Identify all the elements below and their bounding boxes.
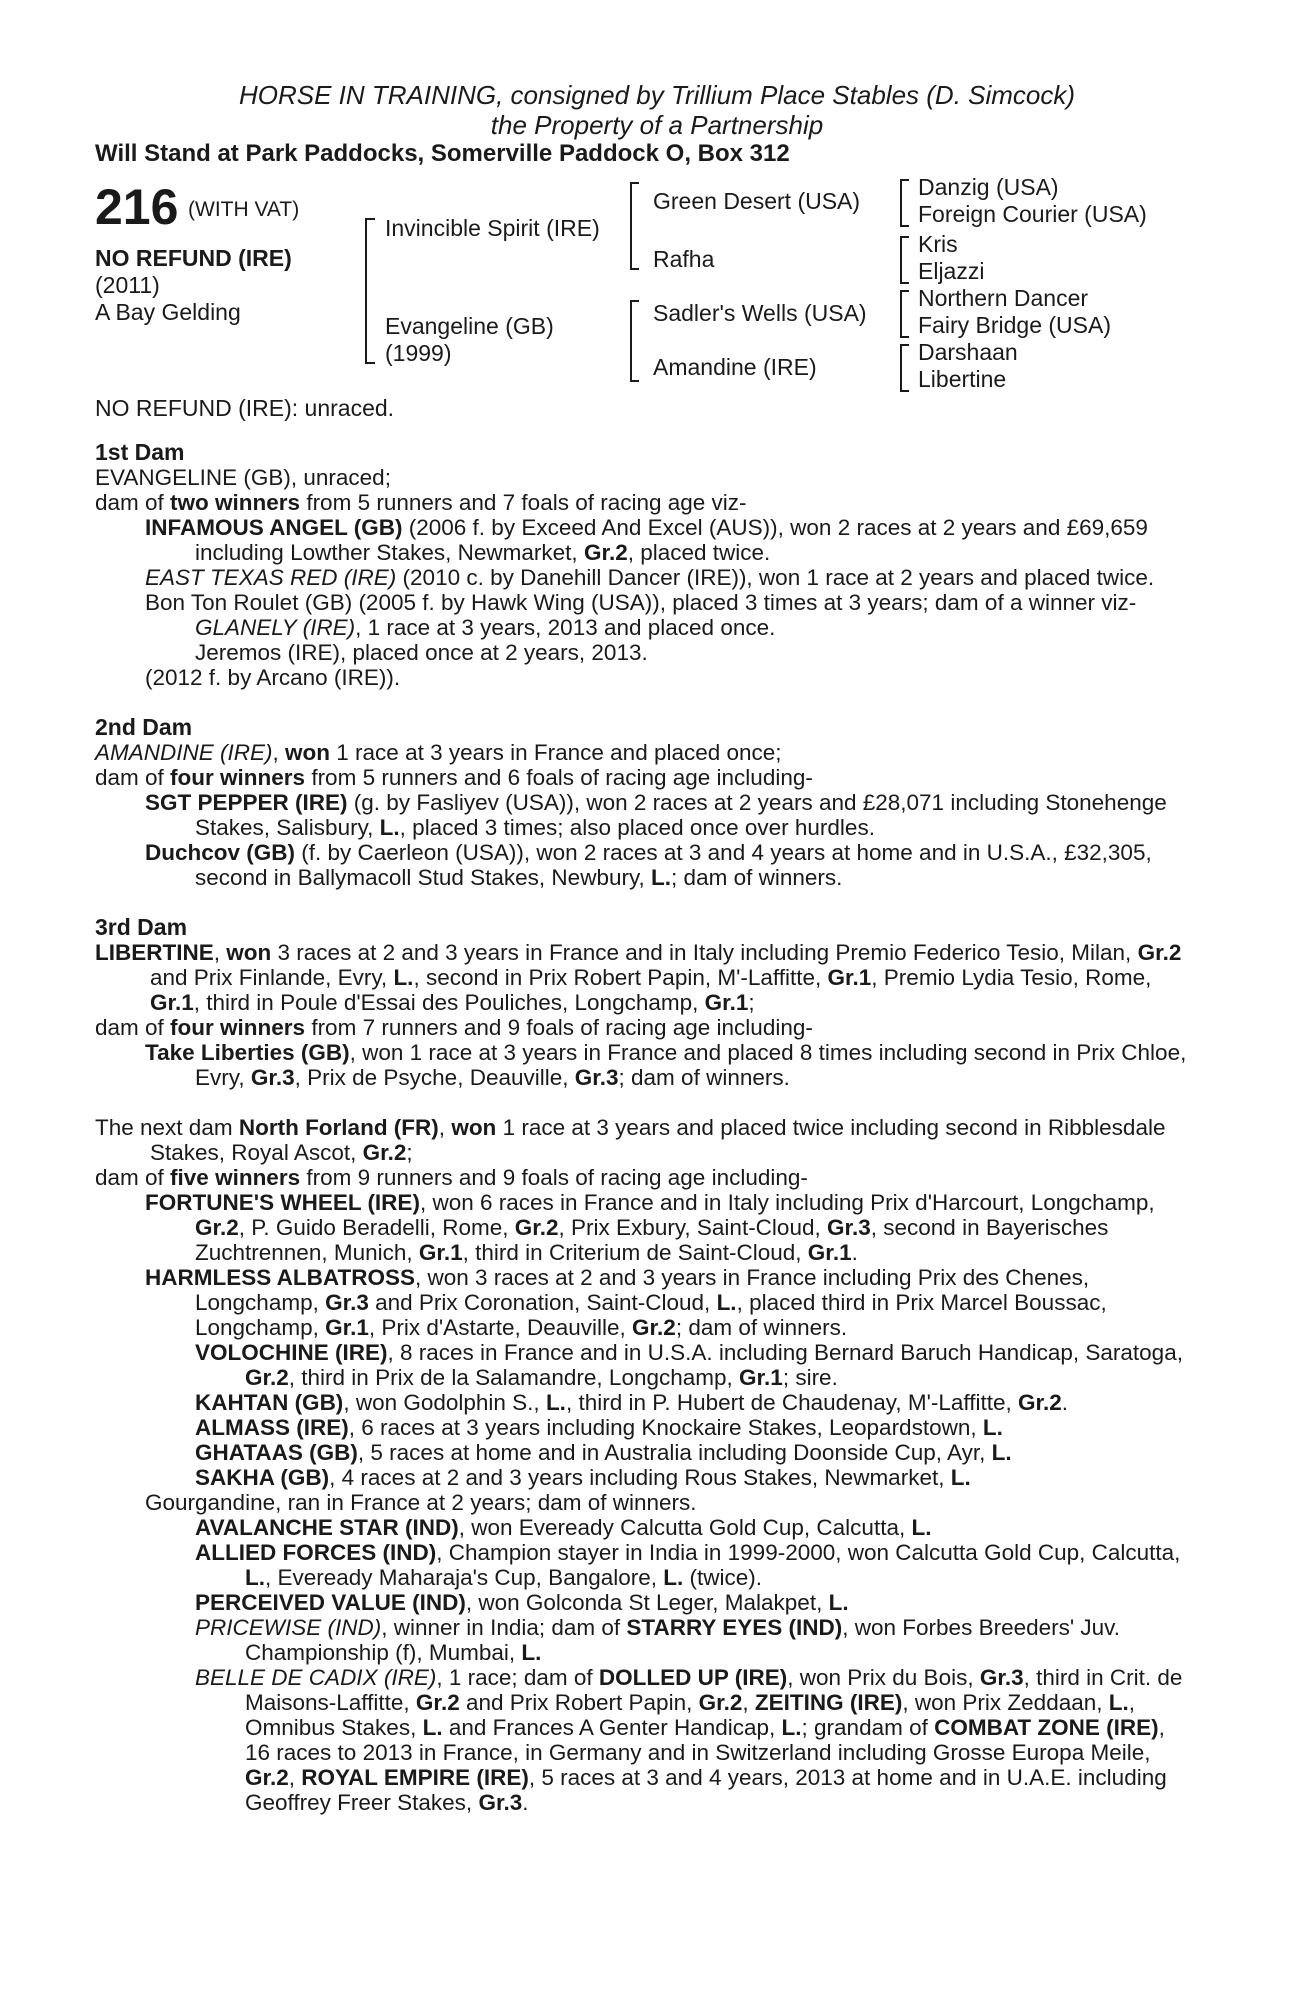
produce-entry: EAST TEXAS RED (IRE) (2010 c. by Danehill Dancer (IRE)), won 1 race at 2 years and placed twice. xyxy=(145,565,1155,590)
first-dam-summary: dam of two winners from 5 runners and 7 foals of racing age viz- xyxy=(95,490,747,515)
pedigree-brace-dd xyxy=(900,344,909,392)
produce-entry: Bon Ton Roulet (GB) (2005 f. by Hawk Wing (USA)), placed 3 times at 3 years; dam of a winner viz- xyxy=(145,590,1137,615)
first-dam-section xyxy=(95,440,1195,690)
pedigree-dsd: Fairy Bridge (USA) xyxy=(918,312,1111,338)
second-dam-heading: 2nd Dam xyxy=(95,714,193,740)
pedigree-dam: Evangeline (GB) xyxy=(385,313,554,339)
pedigree-sds: Kris xyxy=(918,231,958,257)
pedigree-brace-ds xyxy=(900,290,909,338)
pedigree-sss: Danzig (USA) xyxy=(918,174,1059,200)
produce-entry: Gourgandine, ran in France at 2 years; dam of winners. xyxy=(145,1490,697,1515)
vat-note: (WITH VAT) xyxy=(188,198,300,221)
produce-record xyxy=(95,440,1195,1815)
third-dam-line: LIBERTINE, won 3 races at 2 and 3 years in France and in Italy including Premio Federico Tesio, Milan, Gr.2 and Prix Finlande, Evry, L., second in Prix Robert Papin, M'-Laffitte, Gr.1, Premio Lydia Tesio, Rome, Gr.1, third in Poule d'Essai des Pouliches, Longchamp, Gr.1; xyxy=(95,940,1182,1015)
pedigree-dds: Darshaan xyxy=(918,339,1018,365)
next-dam-section xyxy=(95,1115,1195,1815)
next-dam-summary: dam of five winners from 9 runners and 9 foals of racing age including- xyxy=(95,1165,808,1190)
produce-entry: Duchcov (GB) (f. by Caerleon (USA)), won 2 races at 3 and 4 years at home and in U.S.A., £32,305, second in Ballymacoll Stud Stakes, Newbury, L.; dam of winners. xyxy=(145,840,1152,890)
first-dam-heading: 1st Dam xyxy=(95,439,185,465)
pedigree-brace-gen1 xyxy=(365,218,375,364)
consignor-line: HORSE IN TRAINING, consigned by Trillium Place Stables (D. Simcock) xyxy=(238,80,1076,110)
horse-year: (2011) xyxy=(95,272,160,298)
produce-entry: HARMLESS ALBATROSS, won 3 races at 2 and 3 years in France including Prix des Chenes, Longchamp, Gr.3 and Prix Coronation, Saint-Cloud, L., placed third in Prix Marcel Boussac, Longchamp, Gr.1, Prix d'Astarte, Deauville, Gr.2; dam of winners. xyxy=(145,1265,1107,1340)
property-line: the Property of a Partnership xyxy=(490,110,824,140)
produce-entry: ALLIED FORCES (IND), Champion stayer in India in 1999-2000, won Calcutta Gold Cup, Calcutta, L., Eveready Maharaja's Cup, Bangalore, L. (twice). xyxy=(195,1540,1181,1590)
race-summary: NO REFUND (IRE): unraced. xyxy=(95,395,395,421)
lot-number: 216 xyxy=(95,179,179,235)
pedigree-dam-dam: Amandine (IRE) xyxy=(653,354,817,380)
next-dam-line: The next dam North Forland (FR), won 1 race at 3 years and placed twice including second in Ribblesdale Stakes, Royal Ascot, Gr.2; xyxy=(95,1115,1166,1165)
pedigree-sdd: Eljazzi xyxy=(918,258,985,284)
second-dam-line: AMANDINE (IRE), won 1 race at 3 years in France and placed once; xyxy=(95,740,782,765)
pedigree-ddd: Libertine xyxy=(918,366,1007,392)
pedigree-dss: Northern Dancer xyxy=(918,285,1089,311)
produce-entry: ALMASS (IRE), 6 races at 3 years including Knockaire Stakes, Leopardstown, L. xyxy=(195,1415,1003,1440)
produce-entry: (2012 f. by Arcano (IRE)). xyxy=(145,665,401,690)
produce-entry: Jeremos (IRE), placed once at 2 years, 2013. xyxy=(195,640,648,665)
produce-entry: Take Liberties (GB), won 1 race at 3 years in France and placed 8 times including second in Prix Chloe, Evry, Gr.3, Prix de Psyche, Deauville, Gr.3; dam of winners. xyxy=(145,1040,1187,1090)
second-dam-summary: dam of four winners from 5 runners and 6 foals of racing age including- xyxy=(95,765,813,790)
pedigree-brace-sire xyxy=(630,182,639,270)
horse-name: NO REFUND (IRE) xyxy=(95,245,292,271)
pedigree-brace-dam xyxy=(630,300,639,382)
horse-description: A Bay Gelding xyxy=(95,299,241,325)
produce-entry: VOLOCHINE (IRE), 8 races in France and in U.S.A. including Bernard Baruch Handicap, Saratoga, Gr.2, third in Prix de la Salamandre, Longchamp, Gr.1; sire. xyxy=(195,1340,1183,1390)
produce-entry: AVALANCHE STAR (IND), won Eveready Calcutta Gold Cup, Calcutta, L. xyxy=(195,1515,932,1540)
produce-entry: GLANELY (IRE), 1 race at 3 years, 2013 and placed once. xyxy=(195,615,776,640)
produce-entry: GHATAAS (GB), 5 races at home and in Australia including Doonside Cup, Ayr, L. xyxy=(195,1440,1012,1465)
produce-entry: BELLE DE CADIX (IRE), 1 race; dam of DOLLED UP (IRE), won Prix du Bois, Gr.3, third in Crit. de Maisons-Laffitte, Gr.2 and Prix Robert Papin, Gr.2, ZEITING (IRE), won Prix Zeddaan, L., Omnibus Stakes, L. and Frances A Genter Handicap, L.; grandam of COMBAT ZONE (IRE), 16 races to 2013 in France, in Germany and in Switzerland including Grosse Europa Meile, Gr.2, ROYAL EMPIRE (IRE), 5 races at 3 and 4 years, 2013 at home and in U.A.E. including Geoffrey Freer Stakes, Gr.3. xyxy=(195,1665,1183,1815)
pedigree-dam-sire: Sadler's Wells (USA) xyxy=(653,300,867,326)
pedigree-ssd: Foreign Courier (USA) xyxy=(918,201,1147,227)
third-dam-section xyxy=(95,915,1195,1090)
second-dam-section xyxy=(95,715,1195,890)
pedigree-brace-ss xyxy=(900,179,909,227)
produce-entry: KAHTAN (GB), won Godolphin S., L., third in P. Hubert de Chaudenay, M'-Laffitte, Gr.2. xyxy=(195,1390,1069,1415)
produce-entry: SAKHA (GB), 4 races at 2 and 3 years including Rous Stakes, Newmarket, L. xyxy=(195,1465,971,1490)
first-dam-line: EVANGELINE (GB), unraced; xyxy=(95,465,391,490)
produce-entry: FORTUNE'S WHEEL (IRE), won 6 races in France and in Italy including Prix d'Harcourt, Longchamp, Gr.2, P. Guido Beradelli, Rome, Gr.2, Prix Exbury, Saint-Cloud, Gr.3, second in Bayerisches Zuchtrennen, Munich, Gr.1, third in Criterium de Saint-Cloud, Gr.1. xyxy=(145,1190,1155,1265)
pedigree-dam-year: (1999) xyxy=(385,340,452,366)
third-dam-heading: 3rd Dam xyxy=(95,914,188,940)
pedigree-sire-dam: Rafha xyxy=(653,246,715,272)
produce-entry: PRICEWISE (IND), winner in India; dam of STARRY EYES (IND), won Forbes Breeders' Juv. Championship (f), Mumbai, L. xyxy=(195,1615,1121,1665)
stand-location: Will Stand at Park Paddocks, Somerville Paddock O, Box 312 xyxy=(95,140,790,167)
pedigree-brace-sd xyxy=(900,236,909,284)
produce-entry: INFAMOUS ANGEL (GB) (2006 f. by Exceed And Excel (AUS)), won 2 races at 2 years and £69,659 including Lowther Stakes, Newmarket, Gr.2, placed twice. xyxy=(145,515,1148,565)
third-dam-summary: dam of four winners from 7 runners and 9 foals of racing age including- xyxy=(95,1015,813,1040)
pedigree-sire: Invincible Spirit (IRE) xyxy=(385,215,600,241)
produce-entry: PERCEIVED VALUE (IND), won Golconda St Leger, Malakpet, L. xyxy=(195,1590,849,1615)
produce-entry: SGT PEPPER (IRE) (g. by Fasliyev (USA)), won 2 races at 2 years and £28,071 including Stonehenge Stakes, Salisbury, L., placed 3 times; also placed once over hurdles. xyxy=(145,790,1167,840)
pedigree-sire-sire: Green Desert (USA) xyxy=(653,188,861,214)
